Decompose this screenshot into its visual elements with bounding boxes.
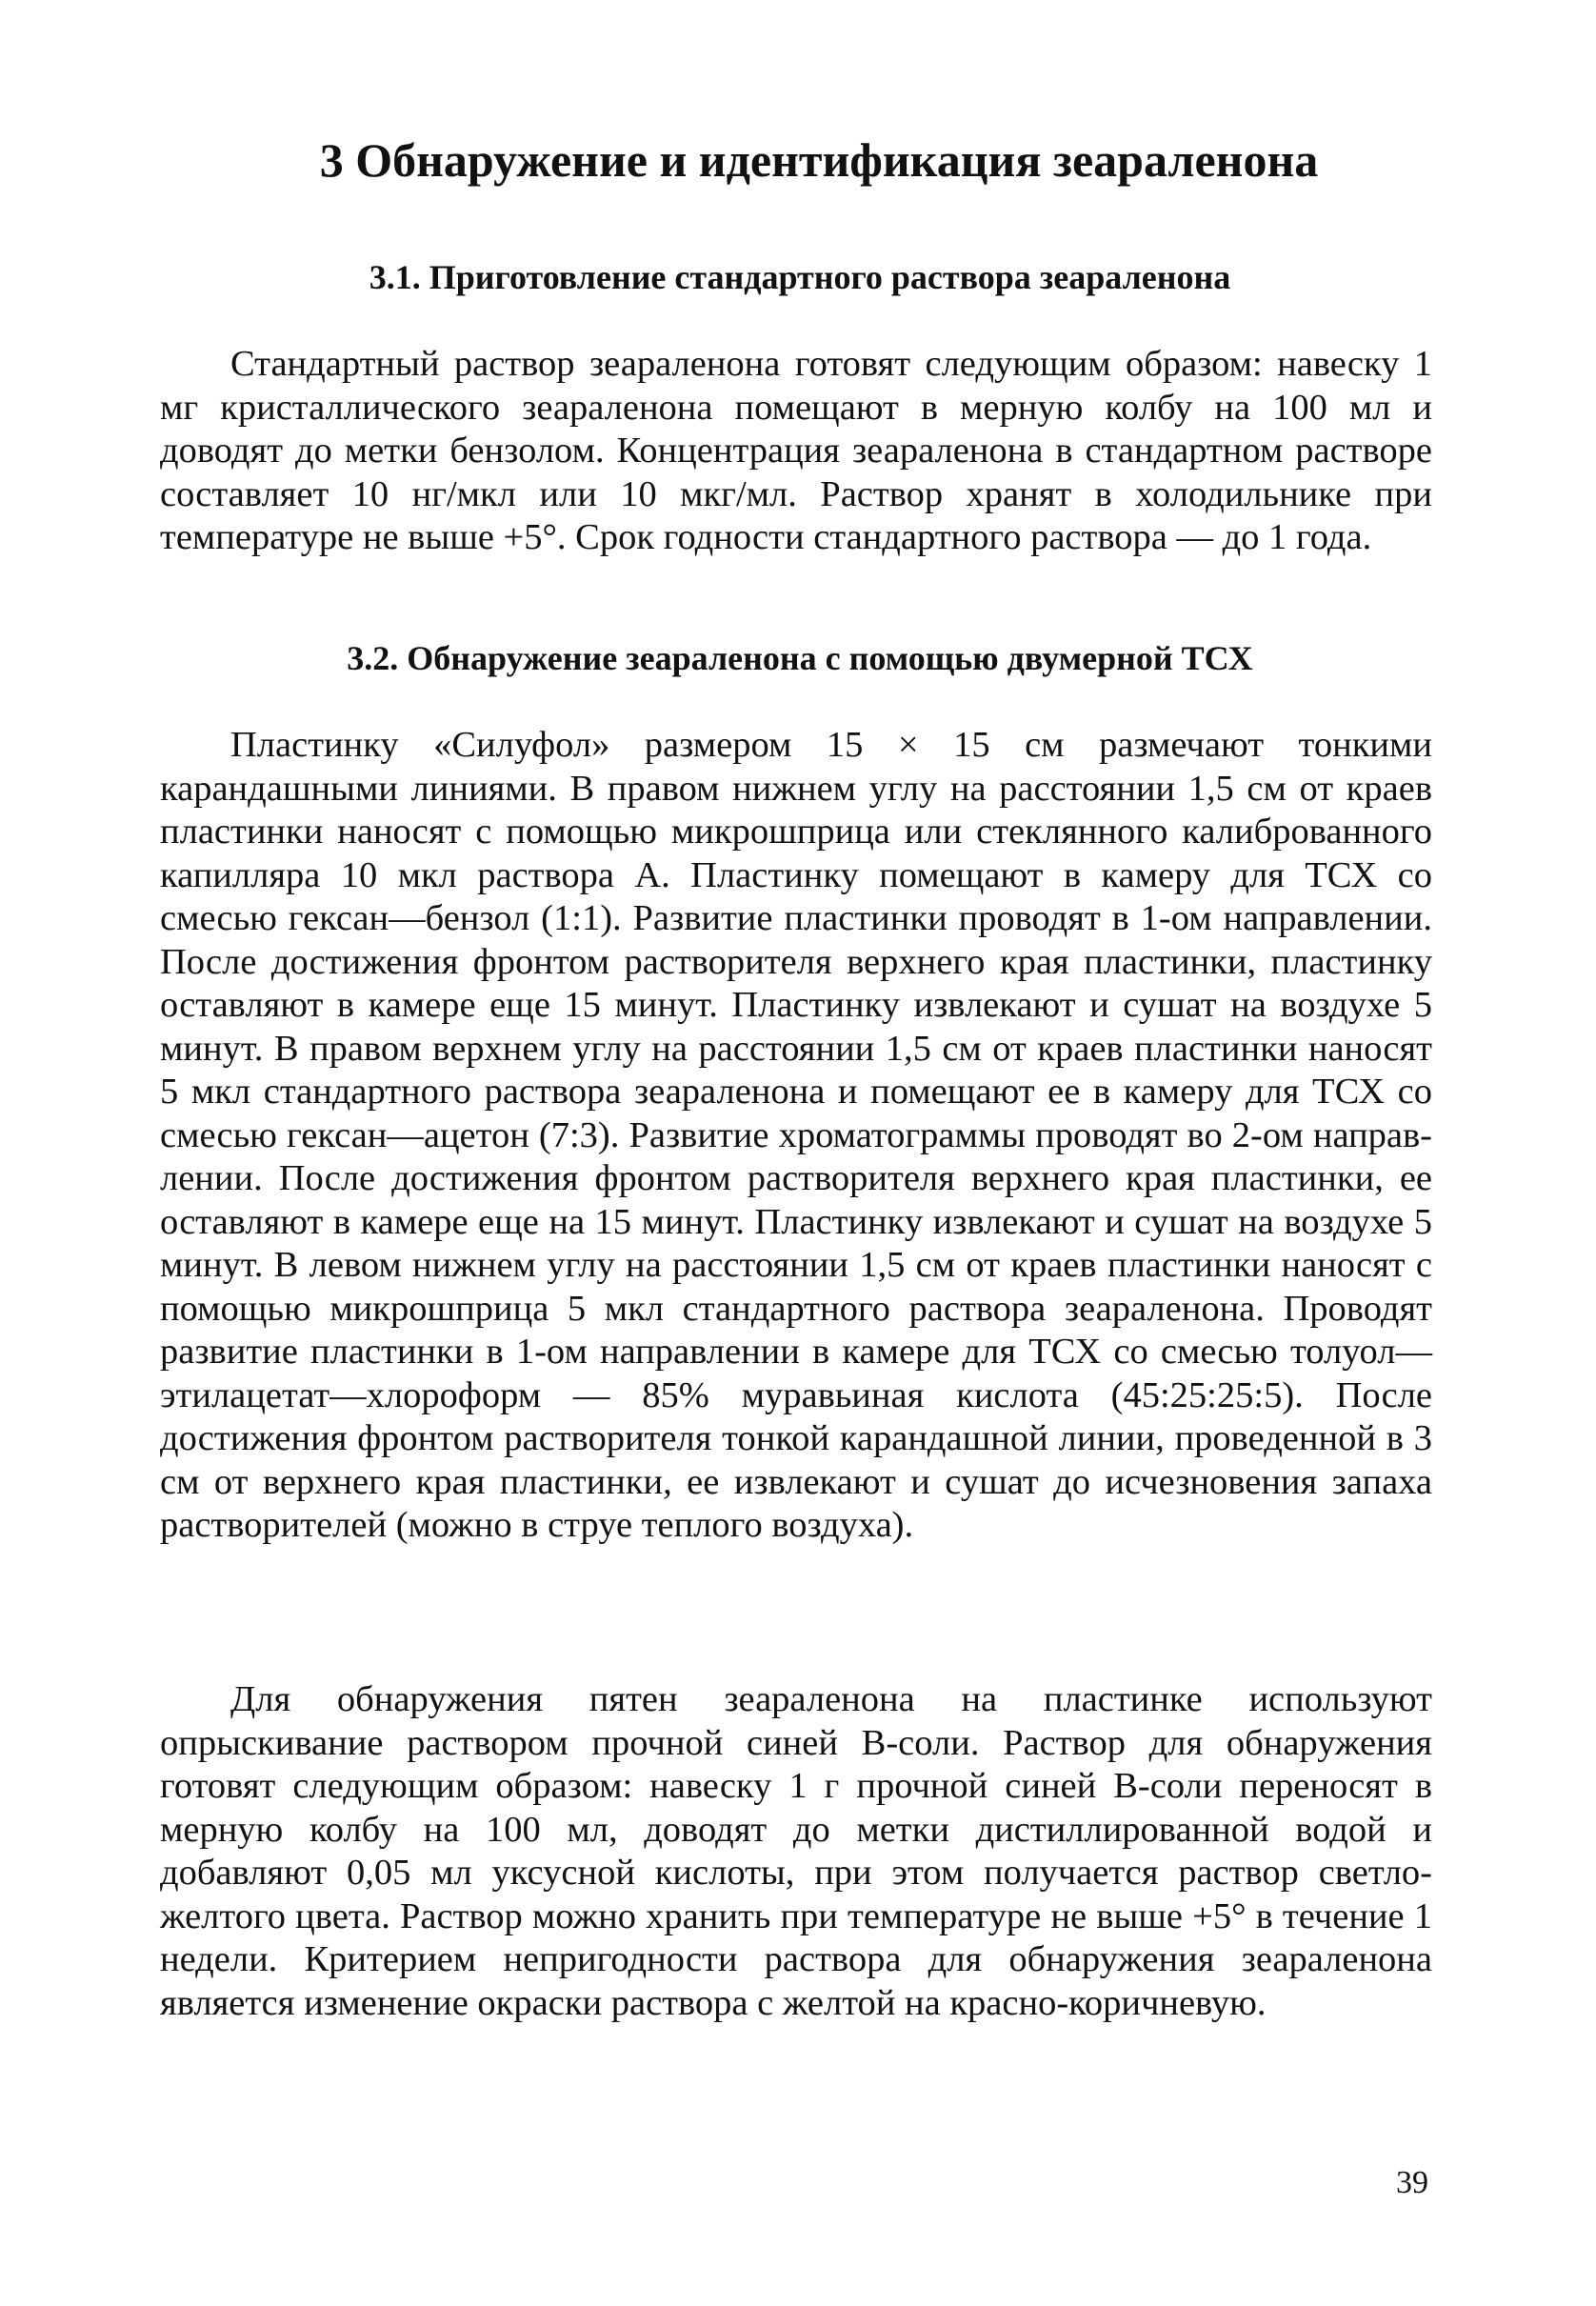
subsection-heading-3-1: 3.1. Приготовление стандартного раствора зеараленона	[369, 258, 1231, 296]
subsection-heading-3-2: 3.2. Обнаружение зеараленона с помощью двумерной ТСХ	[347, 639, 1253, 677]
page-number: 39	[1396, 2165, 1428, 2200]
paragraph-detection-reagent: Для обнаружения пятен зеараленона на пластинке используют опрыскивание раствором прочной синей В-соли. Раствор для обнаружения готовят следующим образом: навеску 1 г прочной синей В-соли переносят в мерную колбу на 100 мл, доводят до метки дистиллированной водой и добавляют 0,05 мл уксусной кислоты, при этом получается раствор светло-желтого цвета. Раствор можно хранить при температуре не выше +5° в течение 1 недели. Критерием непригодности раствора для обнаружения зеараленона является изменение окраски раствора с желтой на красно-коричневую.	[160, 1679, 1432, 2023]
paragraph-tlc-procedure: Пластинку «Силуфол» размером 15 × 15 см размечают тонкими карандашными линиями. В правом нижнем углу на расстоянии 1,5 см от краев пластинки наносят с помощью микрошприца или стеклянного калиброванного капилляра 10 мкл раствора А. Пластинку помещают в камеру для ТСХ со смесью гексан—бензол (1:1). Развитие пластинки проводят в 1-ом направлении. После достижения фронтом растворителя верхнего края пластинки, пластинку оставляют в камере еще 15 минут. Пластинку извлекают и сушат на воздухе 5 минут. В правом верхнем углу на расстоянии 1,5 см от краев пластинки наносят 5 мкл стандартного раствора зеараленона и помещают ее в камеру для ТСХ со смесью гексан—ацетон (7:3). Развитие хроматограммы проводят во 2-ом направлении. После достижения фронтом растворителя верхнего края пластинки, ее оставляют в камере еще на 15 минут. Пластинку извлекают и сушат на воздухе 5 минут. В левом нижнем углу на расстоянии 1,5 см от краев пластинки наносят с помощью микрошприца 5 мкл стандартного раствора зеараленона. Проводят развитие пластинки в 1-ом направлении в камере для ТСХ со смесью толуол—этилацетат—хлороформ — 85% муравьиная кислота (45:25:25:5). После достижения фронтом растворителя тонкой карандашной линии, проведенной в 3 см от верхнего края пластинки, ее извлекают и сушат до исчезновения запаха растворителей (можно в струе теплого воздуха).	[160, 725, 1432, 1545]
paragraph-standard-solution: Стандартный раствор зеараленона готовят следующим образом: навеску 1 мг кристаллического зеараленона помещают в мерную колбу на 100 мл и доводят до метки бензолом. Концентрация зеараленона в стандартном растворе составляет 10 нг/мкл или 10 мкг/мл. Раствор хранят в холодильнике при температуре не выше +5°. Срок годности стандартного раствора — до 1 года.	[160, 344, 1432, 557]
section-title: 3 Обнаружение и идентификация зеараленона	[319, 133, 1319, 187]
